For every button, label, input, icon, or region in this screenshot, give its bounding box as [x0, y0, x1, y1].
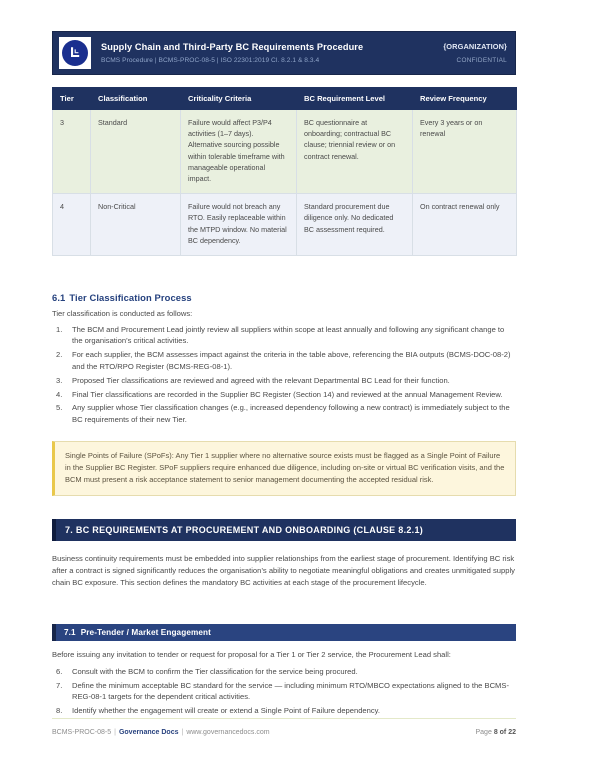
column-header-criteria: Criticality Criteria — [181, 88, 297, 110]
organization-logo-icon — [62, 40, 88, 66]
table-row — [53, 110, 517, 194]
section-7-1-number: 7.1 — [64, 628, 76, 637]
footer-right — [476, 729, 517, 736]
section-7-1-intro: Before issuing any invitation to tender or request for proposal for a Tier 1 or Tier 2 service, the Procurement Lead shall: — [52, 650, 451, 659]
list-item-text: Consult with the BCM to confirm the Tier classification for the service being procured. — [72, 667, 358, 676]
header-right-block — [415, 42, 507, 64]
footer-website[interactable]: www.governancedocs.com — [186, 729, 270, 736]
footer-brand[interactable]: Governance Docs — [118, 729, 179, 736]
cell-tier: 3 — [53, 110, 91, 194]
list-item — [52, 402, 516, 425]
document-title: Supply Chain and Third-Party BC Requirements Procedure — [101, 41, 364, 52]
cell-criteria: Failure would affect P3/P4 activities (1–7 days). Alternative sourcing possible within tolerable timeframe with manageable operational impact. — [181, 110, 297, 194]
page-number: 8 of 22 — [493, 729, 516, 736]
list-item-number: 8. — [56, 706, 63, 716]
list-item-text: Final Tier classifications are recorded in the Supplier BC Register (Section 14) and reviewed at the annual Management Review. — [72, 389, 503, 399]
list-item-number: 2. — [56, 350, 63, 360]
document-header — [52, 31, 516, 75]
cell-requirement: Standard procurement due diligence only. No dedicated BC assessment required. — [297, 194, 413, 256]
list-item-number: 3. — [56, 375, 63, 385]
section-7-1-banner — [52, 624, 516, 641]
section-6-1-heading — [52, 292, 192, 303]
section-7-1-title: Pre-Tender / Market Engagement — [80, 628, 211, 637]
section-6-1-intro: Tier classification is conducted as follows: — [52, 309, 193, 318]
list-item-text: For each supplier, the BCM assesses impact against the criteria in the table above, referencing the BIA outputs (BCMS-DOC-08-2) and the RTO/RPO Register (BCMS-REG-08-1). — [72, 350, 511, 371]
table-header-row — [53, 88, 517, 110]
table-row — [53, 194, 517, 256]
column-header-requirement: BC Requirement Level — [297, 88, 413, 110]
spof-callout-box — [52, 441, 516, 496]
footer-separator: | — [114, 729, 116, 736]
cell-classification: Standard — [91, 110, 181, 194]
list-item — [52, 349, 516, 372]
list-item-text: Proposed Tier classifications are reviewed and agreed with the relevant Departmental BC Lead for their function. — [72, 375, 450, 385]
column-header-classification: Classification — [91, 88, 181, 110]
cell-requirement: BC questionnaire at onboarding; contractual BC clause; triennial review or on contract renewal. — [297, 110, 413, 194]
pre-tender-steps — [52, 666, 516, 719]
document-meta: BCMS Procedure | BCMS-PROC-08-5 | ISO 22301:2019 Cl. 8.2.1 & 8.3.4 — [101, 56, 320, 64]
list-item — [52, 389, 516, 400]
cell-frequency: On contract renewal only — [413, 194, 517, 256]
cell-classification: Non-Critical — [91, 194, 181, 256]
list-item — [52, 705, 516, 716]
logo-container — [59, 37, 91, 69]
list-item-text: Any supplier whose Tier classification changes (e.g., increased dependency following a new contract) is immediately subject to the BC requirements of their new Tier. — [72, 403, 510, 424]
section-6-1-title: Tier Classification Process — [69, 292, 192, 303]
list-item-number: 6. — [56, 667, 63, 676]
list-item — [52, 324, 516, 347]
list-item-number: 7. — [56, 680, 63, 690]
section-7-banner: 7. BC REQUIREMENTS AT PROCUREMENT AND ONBOARDING (CLAUSE 8.2.1) — [52, 519, 516, 541]
tier-classification-table — [52, 87, 517, 256]
spof-callout-text: Single Points of Failure (SPoFs): Any Tier 1 supplier where no alternative source exists must be flagged as a Single Point of Failure in the Supplier BC Register. SPoF suppliers require enhanced due diligence, including on-site or virtual BC verification visits, and the BCM must present a risk acceptance statement to senior management documenting the accepted residual risk. — [65, 451, 505, 484]
cell-frequency: Every 3 years or on renewal — [413, 110, 517, 194]
list-item-text: The BCM and Procurement Lead jointly review all suppliers within scope at least annually and following any significant change to the organisation’s critical activities. — [72, 325, 505, 346]
page-footer — [52, 729, 516, 736]
column-header-tier: Tier — [53, 88, 91, 110]
confidentiality-label: CONFIDENTIAL — [456, 56, 507, 64]
column-header-frequency: Review Frequency — [413, 88, 517, 110]
organization-placeholder: {ORGANIZATION} — [443, 42, 507, 52]
footer-doc-id: BCMS-PROC-08-5 — [52, 729, 112, 736]
list-item-text: Define the minimum acceptable BC standard for the service — including minimum RTO/MBCO expectations aligned to the BCMS-REG-08-1 targets for the dependent critical activities. — [72, 680, 509, 702]
tier-classification-steps — [52, 324, 516, 428]
section-6-1-number: 6.1 — [52, 292, 66, 303]
list-item-number: 5. — [56, 403, 63, 413]
list-item — [52, 666, 516, 677]
section-7-paragraph: Business continuity requirements must be embedded into supplier relationships from the earliest stage of procurement. Identifying BC risk after a contract is signed significantly reduces the organisation’s ability to negotiate meaningful obligations and creates unmitigated supply chain BC exposure. This section defines the mandatory BC activities at each stage of the procurement lifecycle. — [52, 554, 515, 587]
list-item — [52, 375, 516, 386]
list-item-number: 4. — [56, 389, 63, 399]
footer-left — [52, 729, 270, 736]
cell-criteria: Failure would not breach any RTO. Easily replaceable within the MTPD window. No material BC dependency. — [181, 194, 297, 256]
list-item-text: Identify whether the engagement will create or extend a Single Point of Failure dependency. — [72, 706, 381, 716]
page-label: Page — [475, 729, 492, 736]
footer-separator: | — [181, 729, 184, 736]
header-text-block — [101, 41, 415, 66]
footer-divider — [52, 718, 516, 719]
cell-tier: 4 — [53, 194, 91, 256]
list-item — [52, 680, 516, 703]
list-item-number: 1. — [56, 325, 63, 334]
